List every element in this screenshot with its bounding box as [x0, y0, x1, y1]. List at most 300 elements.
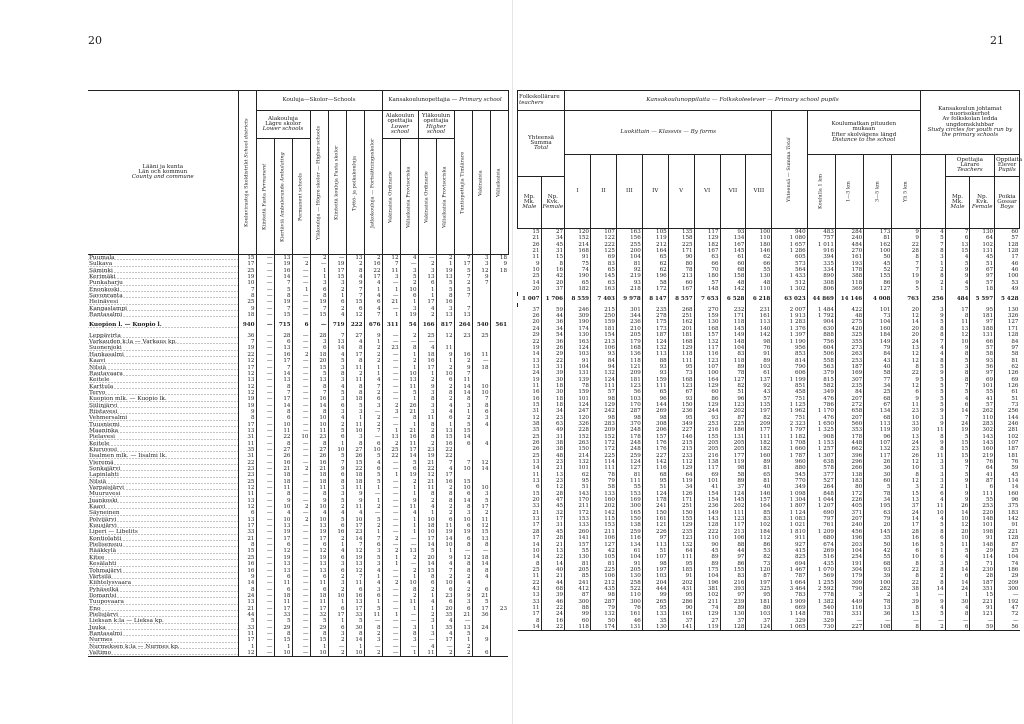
right-cell: 1 792	[807, 313, 835, 319]
left-cell: 5	[364, 606, 382, 612]
right-cell: 91	[565, 358, 591, 364]
commune-name: Vehmersalmi	[88, 415, 238, 421]
right-cell: 8	[892, 254, 920, 260]
left-cell: —	[256, 517, 274, 523]
left-cell: 9	[346, 498, 364, 504]
left-cell: 14	[274, 274, 292, 280]
right-cell: 222	[694, 529, 720, 535]
right-table-body	[518, 229, 1020, 631]
left-cell: 26	[400, 403, 418, 409]
left-cell: —	[382, 377, 400, 383]
right-cell: 24	[892, 440, 920, 446]
right-cell: 15	[532, 401, 540, 408]
right-cell: 116	[835, 605, 863, 611]
left-cell: 13	[436, 312, 454, 318]
right-cell: 117	[864, 453, 892, 459]
right-cell: 2	[920, 280, 945, 286]
right-cell: 9	[945, 459, 970, 465]
left-cell: 2	[328, 287, 346, 293]
left-cell: —	[292, 510, 310, 516]
left-cell: 8	[238, 542, 256, 548]
right-cell: 89	[746, 459, 772, 465]
left-cell: 4	[346, 510, 364, 516]
right-cell: 14	[892, 319, 920, 325]
left-cell: 2	[418, 261, 436, 267]
left-cell: 13	[238, 377, 256, 383]
right-cell: 144	[642, 402, 668, 408]
left-cell: 7	[346, 287, 364, 293]
left-cell: —	[256, 650, 274, 657]
page-number-right: 21	[990, 34, 1004, 47]
right-cell: 250	[591, 313, 617, 319]
right-cell: 21	[541, 573, 565, 579]
right-cell: 61	[746, 370, 772, 376]
left-cell: 19	[274, 261, 292, 267]
right-cell: 101	[565, 396, 591, 402]
right-cell: 104	[835, 548, 863, 554]
commune-name: Keitele	[88, 377, 238, 383]
left-cell: —	[256, 618, 274, 624]
right-cell: 253	[835, 358, 863, 364]
left-cell: —	[364, 618, 382, 624]
left-cell: 3	[310, 339, 328, 345]
right-cell: 60	[864, 478, 892, 484]
right-cell: 42	[864, 548, 892, 554]
left-cell: 6	[274, 339, 292, 345]
left-cell: 3	[328, 485, 346, 491]
right-cell: 1 125	[772, 402, 807, 408]
right-cell: 76	[970, 459, 995, 465]
left-cell: —	[292, 599, 310, 605]
left-cell: 4	[472, 574, 490, 580]
left-cell: 12	[274, 548, 292, 554]
right-cell: 797	[807, 516, 835, 522]
left-cell: —	[256, 352, 274, 358]
right-cell: 20	[532, 319, 540, 326]
left-cell: 17	[418, 299, 436, 305]
left-cell: 1	[436, 358, 454, 364]
left-cell: —	[256, 390, 274, 396]
left-cell: 12	[346, 548, 364, 554]
right-cell: 40	[541, 567, 565, 573]
grade-6-header: VI	[694, 155, 720, 229]
right-cell: 301	[616, 307, 642, 313]
right-cell: 102	[694, 592, 720, 598]
left-cell: 6	[454, 491, 472, 497]
right-cell: 209	[995, 580, 1020, 586]
right-cell: 164	[746, 503, 772, 509]
right-cell: 83	[720, 573, 746, 579]
right-cell: 64	[668, 548, 694, 554]
left-cell: 8	[472, 542, 490, 548]
left-cell: 11	[274, 580, 292, 586]
left-cell: 2	[292, 504, 310, 510]
right-cell: 778	[807, 592, 835, 598]
right-cell: 19	[532, 376, 540, 383]
left-cell: 6	[310, 345, 328, 351]
left-cell: 2	[346, 371, 364, 377]
right-cell: 270	[835, 248, 863, 254]
left-cell: 26	[274, 453, 292, 459]
left-cell: —	[382, 574, 400, 580]
right-cell: 904	[807, 319, 835, 325]
left-cell: 14	[274, 371, 292, 377]
left-cell: 2	[328, 637, 346, 643]
right-cell: 458	[772, 389, 807, 395]
left-cell: 10	[292, 434, 310, 440]
right-cell: 36	[864, 465, 892, 471]
left-cell: 8	[238, 293, 256, 299]
right-cell: 132	[591, 370, 617, 376]
left-page-table	[88, 90, 508, 715]
right-cell: 484	[945, 296, 970, 302]
right-cell: 169	[835, 370, 863, 376]
right-cell: 91	[616, 561, 642, 567]
right-cell: 34	[541, 408, 565, 414]
right-cell: 37	[720, 618, 746, 624]
right-cell: 216	[694, 427, 720, 433]
left-cell: 15	[472, 529, 490, 535]
right-cell: 28	[892, 529, 920, 535]
left-cell: 3	[472, 255, 490, 262]
right-cell: 102	[970, 242, 995, 248]
right-cell: 55	[864, 554, 892, 560]
right-cell: 273	[835, 345, 863, 351]
right-cell: 14	[945, 510, 970, 516]
left-cell: 12	[418, 472, 436, 478]
right-cell: 219	[970, 453, 995, 459]
left-cell: 4	[364, 280, 382, 286]
right-cell: 73	[668, 370, 694, 376]
right-cell: 96	[642, 396, 668, 402]
commune-name: Värtsilä	[88, 574, 238, 580]
right-cell: 172	[565, 510, 591, 516]
right-cell: 9	[920, 408, 945, 414]
right-cell: 89	[720, 364, 746, 370]
left-cell: 1	[400, 574, 418, 580]
right-cell: 161	[616, 611, 642, 617]
right-cell: 540	[807, 605, 835, 611]
right-cell: 3	[892, 484, 920, 490]
right-cell: 130	[565, 332, 591, 338]
right-cell: 806	[807, 286, 835, 292]
left-cell: 1	[382, 555, 400, 561]
right-cell: 95	[668, 592, 694, 598]
left-cell: —	[256, 409, 274, 415]
left-cell: 25	[238, 555, 256, 561]
left-cell: 8	[418, 434, 436, 440]
left-cell: 18	[274, 593, 292, 599]
right-cell: 111	[616, 478, 642, 484]
right-cell: 40	[864, 364, 892, 370]
left-cell: 27	[346, 333, 364, 339]
left-cell: 719	[328, 322, 346, 328]
left-cell: 4	[418, 345, 436, 351]
left-cell: 4	[364, 460, 382, 466]
right-cell: 264	[807, 484, 835, 490]
right-cell: 133	[642, 611, 668, 617]
left-cell: —	[400, 618, 418, 624]
right-cell: 2	[920, 484, 945, 490]
right-cell: 13	[892, 497, 920, 503]
left-cell: 13	[238, 428, 256, 434]
right-cell: 123	[720, 516, 746, 522]
commune-name: Ilomantsi	[88, 593, 238, 599]
right-cell: 1 124	[772, 510, 807, 516]
left-cell: 6	[364, 396, 382, 402]
right-cell: 78	[668, 267, 694, 273]
right-cell: 162	[864, 242, 892, 248]
left-cell: 25	[238, 479, 256, 485]
left-cell: 31	[238, 434, 256, 440]
right-cell: 60	[668, 280, 694, 286]
left-cell: 6	[328, 434, 346, 440]
left-cell: 7	[238, 287, 256, 293]
left-cell: 2	[328, 306, 346, 312]
right-cell: 4	[920, 605, 945, 611]
right-cell: 170	[616, 402, 642, 408]
left-cell: —	[256, 644, 274, 650]
left-cell: 2	[436, 255, 454, 262]
right-cell: 209	[591, 427, 617, 433]
right-cell: 15	[945, 446, 970, 452]
left-cell: 5	[418, 548, 436, 554]
right-cell: 8	[945, 313, 970, 319]
right-cell: 50	[591, 618, 617, 624]
right-cell: 329	[807, 618, 835, 624]
right-cell: 149	[720, 332, 746, 338]
by-forms-header: Luokittain — Klassvis — By forms	[565, 111, 772, 155]
right-cell: 1 909	[772, 599, 807, 605]
right-cell: 9	[945, 267, 970, 273]
right-cell: 59	[970, 624, 995, 631]
right-cell: 483	[807, 229, 835, 236]
left-cell: —	[292, 339, 310, 345]
right-cell: 63	[694, 254, 720, 260]
left-cell: 4	[328, 384, 346, 390]
right-cell: 168	[668, 339, 694, 345]
right-cell: 2	[920, 624, 945, 631]
left-cell: 17	[238, 365, 256, 371]
left-cell: 3	[418, 631, 436, 637]
left-cell: —	[292, 568, 310, 574]
left-cell: 2	[382, 548, 400, 554]
left-cell: 21	[238, 536, 256, 542]
right-cell: 196	[642, 273, 668, 279]
left-cell: 7	[454, 274, 472, 280]
left-cell: —	[256, 593, 274, 599]
right-cell: 104	[864, 319, 892, 325]
left-cell: 11	[472, 352, 490, 358]
right-cell: 42	[541, 273, 565, 279]
right-cell: 334	[807, 267, 835, 273]
right-cell: 5 597	[970, 296, 995, 302]
right-cell: 3	[920, 472, 945, 478]
right-cell: 57	[970, 345, 995, 351]
right-cell: 353	[835, 427, 863, 433]
right-cell: 241	[642, 503, 668, 509]
left-cell: 9	[454, 365, 472, 371]
right-cell: 235	[668, 529, 694, 535]
right-cell: 111	[591, 465, 617, 471]
left-cell: —	[400, 536, 418, 542]
right-cell: 95	[668, 364, 694, 370]
right-cell: 38	[541, 446, 565, 452]
left-cell: 3	[364, 548, 382, 554]
lower-ordinary-header: Vakinaisia Ordinarie	[382, 139, 400, 255]
left-cell: 6	[436, 599, 454, 605]
right-cell: 8	[892, 472, 920, 478]
left-cell: 1	[382, 428, 400, 434]
right-cell: 47	[541, 497, 565, 503]
right-cell: 24	[532, 325, 540, 332]
right-cell: 8	[920, 434, 945, 440]
right-cell: 138	[616, 522, 642, 528]
right-cell: 105	[591, 554, 617, 560]
right-cell: 131	[970, 332, 995, 338]
left-cell: 23	[382, 345, 400, 351]
left-cell: 11	[400, 384, 418, 390]
left-cell: 3	[418, 403, 436, 409]
left-cell: 1	[310, 268, 328, 274]
commune-name: Vieremä	[88, 460, 238, 466]
right-cell: 3	[920, 459, 945, 465]
right-cell: 40	[746, 484, 772, 490]
right-cell: 93	[694, 415, 720, 421]
right-cell: 17	[532, 522, 540, 529]
right-cell: 37	[746, 618, 772, 624]
right-cell: 69	[995, 377, 1020, 383]
right-cell: 5	[945, 561, 970, 567]
left-cell: —	[256, 606, 274, 612]
left-cell: 28	[274, 333, 292, 339]
left-cell: 6	[274, 587, 292, 593]
left-cell: 21	[454, 612, 472, 618]
right-cell: 152	[565, 235, 591, 241]
right-cell: 246	[995, 421, 1020, 427]
right-cell: 394	[807, 254, 835, 260]
right-cell: 76	[616, 605, 642, 611]
left-cell: 5	[364, 555, 382, 561]
left-cell: 12	[238, 358, 256, 364]
left-cell: —	[382, 593, 400, 599]
left-cell: 5	[364, 517, 382, 523]
right-cell: 153	[616, 491, 642, 497]
right-cell: 1 283	[772, 319, 807, 325]
right-cell: 205	[720, 440, 746, 446]
right-cell: 420	[835, 326, 863, 332]
stub-header-sv: Län och kommun	[138, 168, 188, 175]
left-cell: 13	[454, 625, 472, 631]
right-cell: 145	[591, 273, 617, 279]
right-cell: 10	[532, 267, 540, 274]
left-cell: 20	[436, 606, 454, 612]
right-cell: 150	[668, 402, 694, 408]
right-cell: 78	[565, 383, 591, 389]
right-cell: 248	[616, 440, 642, 446]
commune-name: Pielisensuu	[88, 542, 238, 548]
right-cell: 5	[945, 261, 970, 267]
right-cell: 265	[642, 599, 668, 605]
right-cell: 171	[668, 497, 694, 503]
right-cell: 80	[668, 261, 694, 267]
right-cell: 236	[616, 319, 642, 325]
left-cell: 16	[310, 460, 328, 466]
right-cell: 27	[694, 618, 720, 624]
right-cell: 10	[945, 516, 970, 522]
left-cell: 8	[454, 396, 472, 402]
left-cell: 21	[400, 409, 418, 415]
left-cell: 9	[328, 466, 346, 472]
right-cell: 181	[995, 453, 1020, 459]
right-cell: 59	[995, 465, 1020, 471]
left-cell: 13	[436, 428, 454, 434]
left-cell: 2	[400, 333, 418, 339]
left-cell: —	[382, 644, 400, 650]
left-cell: 17	[472, 504, 490, 510]
right-cell: —	[970, 618, 995, 624]
left-cell: 12	[238, 504, 256, 510]
right-cell: 57	[591, 389, 617, 395]
left-cell: 33	[274, 612, 292, 618]
right-cell: 761	[807, 522, 835, 528]
youth-teachers-header: Opettajia Lärare Teachers	[945, 155, 994, 177]
left-cell: —	[310, 261, 328, 267]
right-cell: 3	[920, 254, 945, 260]
right-cell: 74	[565, 267, 591, 273]
spread-divider	[512, 0, 513, 724]
left-cell: 3	[472, 491, 490, 497]
right-cell: 1 007	[522, 296, 540, 303]
right-cell: 187	[970, 580, 995, 586]
right-cell: 159	[642, 377, 668, 383]
right-cell: 118	[835, 280, 863, 286]
right-cell: 214	[565, 242, 591, 248]
left-cell: —	[256, 415, 274, 421]
left-cell: 9	[238, 409, 256, 415]
right-cell: 8	[945, 351, 970, 357]
left-cell: 9	[490, 261, 508, 267]
left-cell: 19	[238, 403, 256, 409]
right-cell: 262	[970, 408, 995, 414]
left-cell: 35	[436, 625, 454, 631]
right-cell: 18	[541, 402, 565, 408]
right-cell: 62	[642, 267, 668, 273]
left-cell: 33	[346, 612, 364, 618]
left-cell: —	[382, 618, 400, 624]
right-cell: 212	[591, 580, 617, 586]
right-cell: 130	[970, 229, 995, 236]
left-cell: 6	[454, 523, 472, 529]
right-cell: 73	[995, 402, 1020, 408]
left-cell: 17	[238, 637, 256, 643]
right-cell: 154	[694, 491, 720, 497]
left-cell: 1	[436, 422, 454, 428]
right-cell: 129	[694, 611, 720, 617]
right-cell: 207	[835, 396, 863, 402]
right-cell: 1 706	[541, 296, 565, 302]
right-cell: 93	[616, 280, 642, 286]
right-cell: 22	[532, 338, 540, 345]
left-cell: 11	[238, 631, 256, 637]
right-cell: 101	[565, 465, 591, 471]
left-cell: —	[364, 510, 382, 516]
left-cell: 19	[310, 555, 328, 561]
left-cell: 14	[328, 345, 346, 351]
left-cell: 10	[436, 542, 454, 548]
right-cell: 278	[642, 313, 668, 319]
left-cell: 2	[454, 650, 472, 657]
